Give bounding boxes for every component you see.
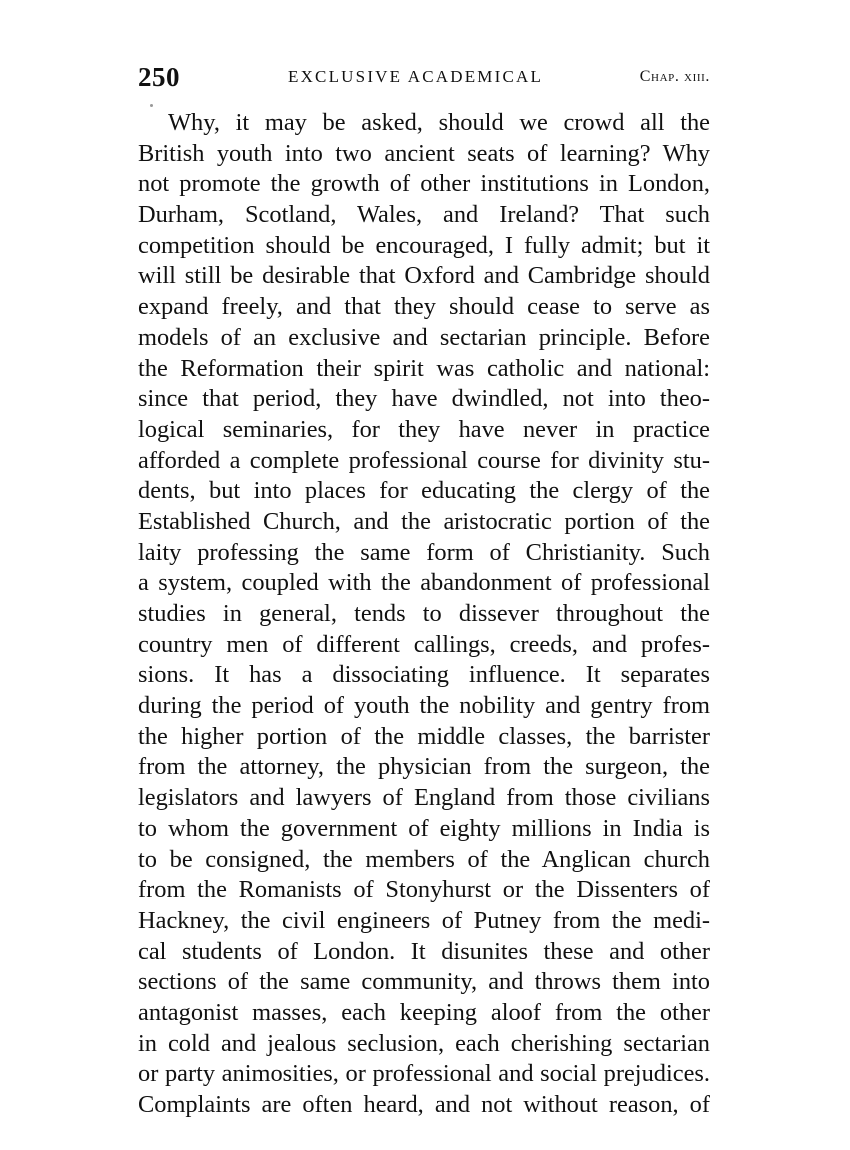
text-line: to be consigned, the members of the Anglican church: [138, 845, 710, 873]
text-line: cal students of London. It disunites these and other: [138, 937, 710, 965]
text-line: logical seminaries, for they have never in practice: [138, 415, 710, 443]
running-title: EXCLUSIVE ACADEMICAL: [288, 67, 544, 86]
text-line: Hackney, the civil engineers of Putney from the medi-: [138, 906, 710, 934]
text-line: sections of the same community, and throws them into: [138, 968, 710, 996]
text-line: British youth into two ancient seats of learning? Why: [138, 139, 710, 167]
text-line: laity professing the same form of Christianity. Such: [138, 538, 710, 566]
text-line: Durham, Scotland, Wales, and Ireland? That such: [138, 201, 710, 229]
text-line: models of an exclusive and sectarian principle. Before: [138, 323, 710, 351]
text-line: or party animosities, or professional and social prejudices.: [138, 1060, 710, 1088]
text-line: expand freely, and that they should cease to serve as: [138, 293, 710, 321]
text-line: Why, it may be asked, should we crowd all the: [168, 109, 710, 136]
text-line: legislators and lawyers of England from those civilians: [138, 784, 710, 812]
text-line: studies in general, tends to dissever throughout the: [138, 600, 710, 627]
print-speck: [150, 104, 153, 107]
body-paragraph: [138, 108, 710, 1121]
chapter-reference: Chap. xiii.: [639, 68, 710, 85]
text-line: the higher portion of the middle classes, the barrister: [138, 722, 710, 750]
text-line: sions. It has a dissociating influence. It separates: [138, 661, 710, 689]
text-line: not promote the growth of other institutions in London,: [138, 170, 710, 198]
text-line: country men of different callings, creeds, and profes-: [138, 630, 710, 658]
text-line: the Reformation their spirit was catholic and national:: [138, 354, 710, 382]
text-line: from the attorney, the physician from the surgeon, the: [138, 753, 710, 781]
page-number: 250: [138, 62, 180, 92]
text-line: since that period, they have dwindled, not into theo-: [138, 385, 710, 413]
text-line: Complaints are often heard, and not without reason, of: [138, 1091, 710, 1118]
text-line: during the period of youth the nobility and gentry from: [138, 692, 710, 720]
text-line: to whom the government of eighty millions in India is: [138, 814, 710, 842]
text-line: will still be desirable that Oxford and Cambridge should: [138, 262, 710, 290]
text-line: afforded a complete professional course for divinity stu-: [138, 446, 710, 474]
running-head: [138, 60, 710, 94]
text-line: in cold and jealous seclusion, each cherishing sectarian: [138, 1029, 710, 1057]
text-line: a system, coupled with the abandonment of professional: [138, 569, 710, 597]
text-line: competition should be encouraged, I fully admit; but it: [138, 231, 710, 259]
text-line: Established Church, and the aristocratic portion of the: [138, 507, 710, 535]
text-line: dents, but into places for educating the clergy of the: [138, 477, 710, 505]
text-line: antagonist masses, each keeping aloof from the other: [138, 998, 710, 1026]
text-line: from the Romanists of Stonyhurst or the Dissenters of: [138, 876, 710, 904]
